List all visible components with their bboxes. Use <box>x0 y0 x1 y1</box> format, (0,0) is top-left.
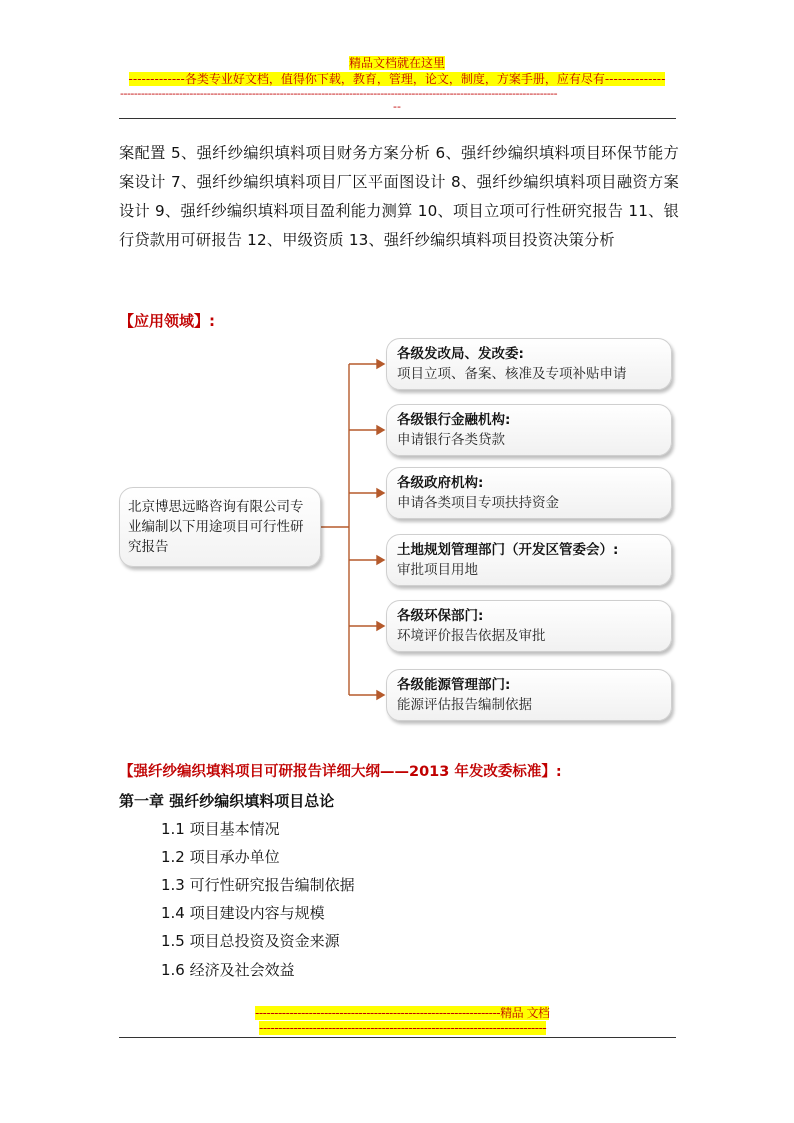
footer-line-2: --------------------------------------------------------------------------- <box>259 1021 547 1035</box>
outline-heading: 【强纤纱编织填料项目可研报告详细大纲——2013 年发改委标准】: <box>119 764 562 780</box>
target-title: 各级发改局、发改委: <box>397 346 524 362</box>
target-desc: 申请银行各类贷款 <box>397 432 505 448</box>
target-title: 各级政府机构: <box>397 475 484 491</box>
header-title: 精品文档就在这里 <box>348 56 445 70</box>
header-dash-tail: -- <box>393 100 401 113</box>
connector-arrowhead <box>377 691 384 699</box>
footer-divider <box>119 1037 676 1038</box>
target-box-energy <box>386 669 672 721</box>
target-title: 各级银行金融机构: <box>397 412 511 428</box>
outline-item: 1.2 项目承办单位 <box>161 848 280 866</box>
body-paragraph: 案配置 5、强纤纱编织填料项目财务方案分析 6、强纤纱编织填料项目环保节能方案设计 7、强纤纱编织填料项目厂区平面图设计 8、强纤纱编织填料项目融资方案设计 9、强纤纱编织填料项目盈利能力测算 10、项目立项可行性研究报告 11、银行贷款用可研报告 12、甲级资质 13、强纤纱编织填料项目投资决策分析 <box>119 144 679 249</box>
target-box-development-reform <box>386 338 672 390</box>
target-title: 土地规划管理部门（开发区管委会）: <box>397 542 619 558</box>
header-tagline: -------------各类专业好文档，值得你下载，教育，管理，论文，制度，方案手册，应有尽有-------------- <box>128 72 666 86</box>
target-desc: 环境评价报告依据及审批 <box>397 628 546 644</box>
target-box-land-planning <box>386 534 672 586</box>
target-desc: 能源评估报告编制依据 <box>397 697 532 713</box>
header-dash-line: ------------------------------------------------------------------------------------------------------------------------------ <box>120 88 558 100</box>
outline-item: 1.3 可行性研究报告编制依据 <box>161 876 355 894</box>
connector-arrowhead <box>377 489 384 497</box>
outline-item: 1.5 项目总投资及资金来源 <box>161 932 340 950</box>
outline-item: 1.6 经济及社会效益 <box>161 961 295 979</box>
outline-item: 1.4 项目建设内容与规模 <box>161 904 325 922</box>
target-box-government <box>386 467 672 519</box>
target-title: 各级能源管理部门: <box>397 677 511 693</box>
target-box-environment <box>386 600 672 652</box>
application-heading: 【应用领域】: <box>119 312 215 330</box>
connector-arrowhead <box>377 556 384 564</box>
connector-arrowhead <box>377 426 384 434</box>
header-divider <box>119 118 676 119</box>
chapter-title: 第一章 强纤纱编织填料项目总论 <box>119 792 335 810</box>
target-desc: 审批项目用地 <box>397 562 478 578</box>
footer-line-1: ----------------------------------------------------------------精品 文档 <box>255 1006 550 1020</box>
source-company-box: 北京博思远略咨询有限公司专业编制以下用途项目可行性研究报告 <box>119 487 321 567</box>
connector-arrowhead <box>377 622 384 630</box>
target-title: 各级环保部门: <box>397 608 484 624</box>
connector-arrowhead <box>377 360 384 368</box>
outline-item: 1.1 项目基本情况 <box>161 820 280 838</box>
target-desc: 申请各类项目专项扶持资金 <box>397 495 559 511</box>
target-box-bank <box>386 404 672 456</box>
target-desc: 项目立项、备案、核准及专项补贴申请 <box>397 366 627 382</box>
